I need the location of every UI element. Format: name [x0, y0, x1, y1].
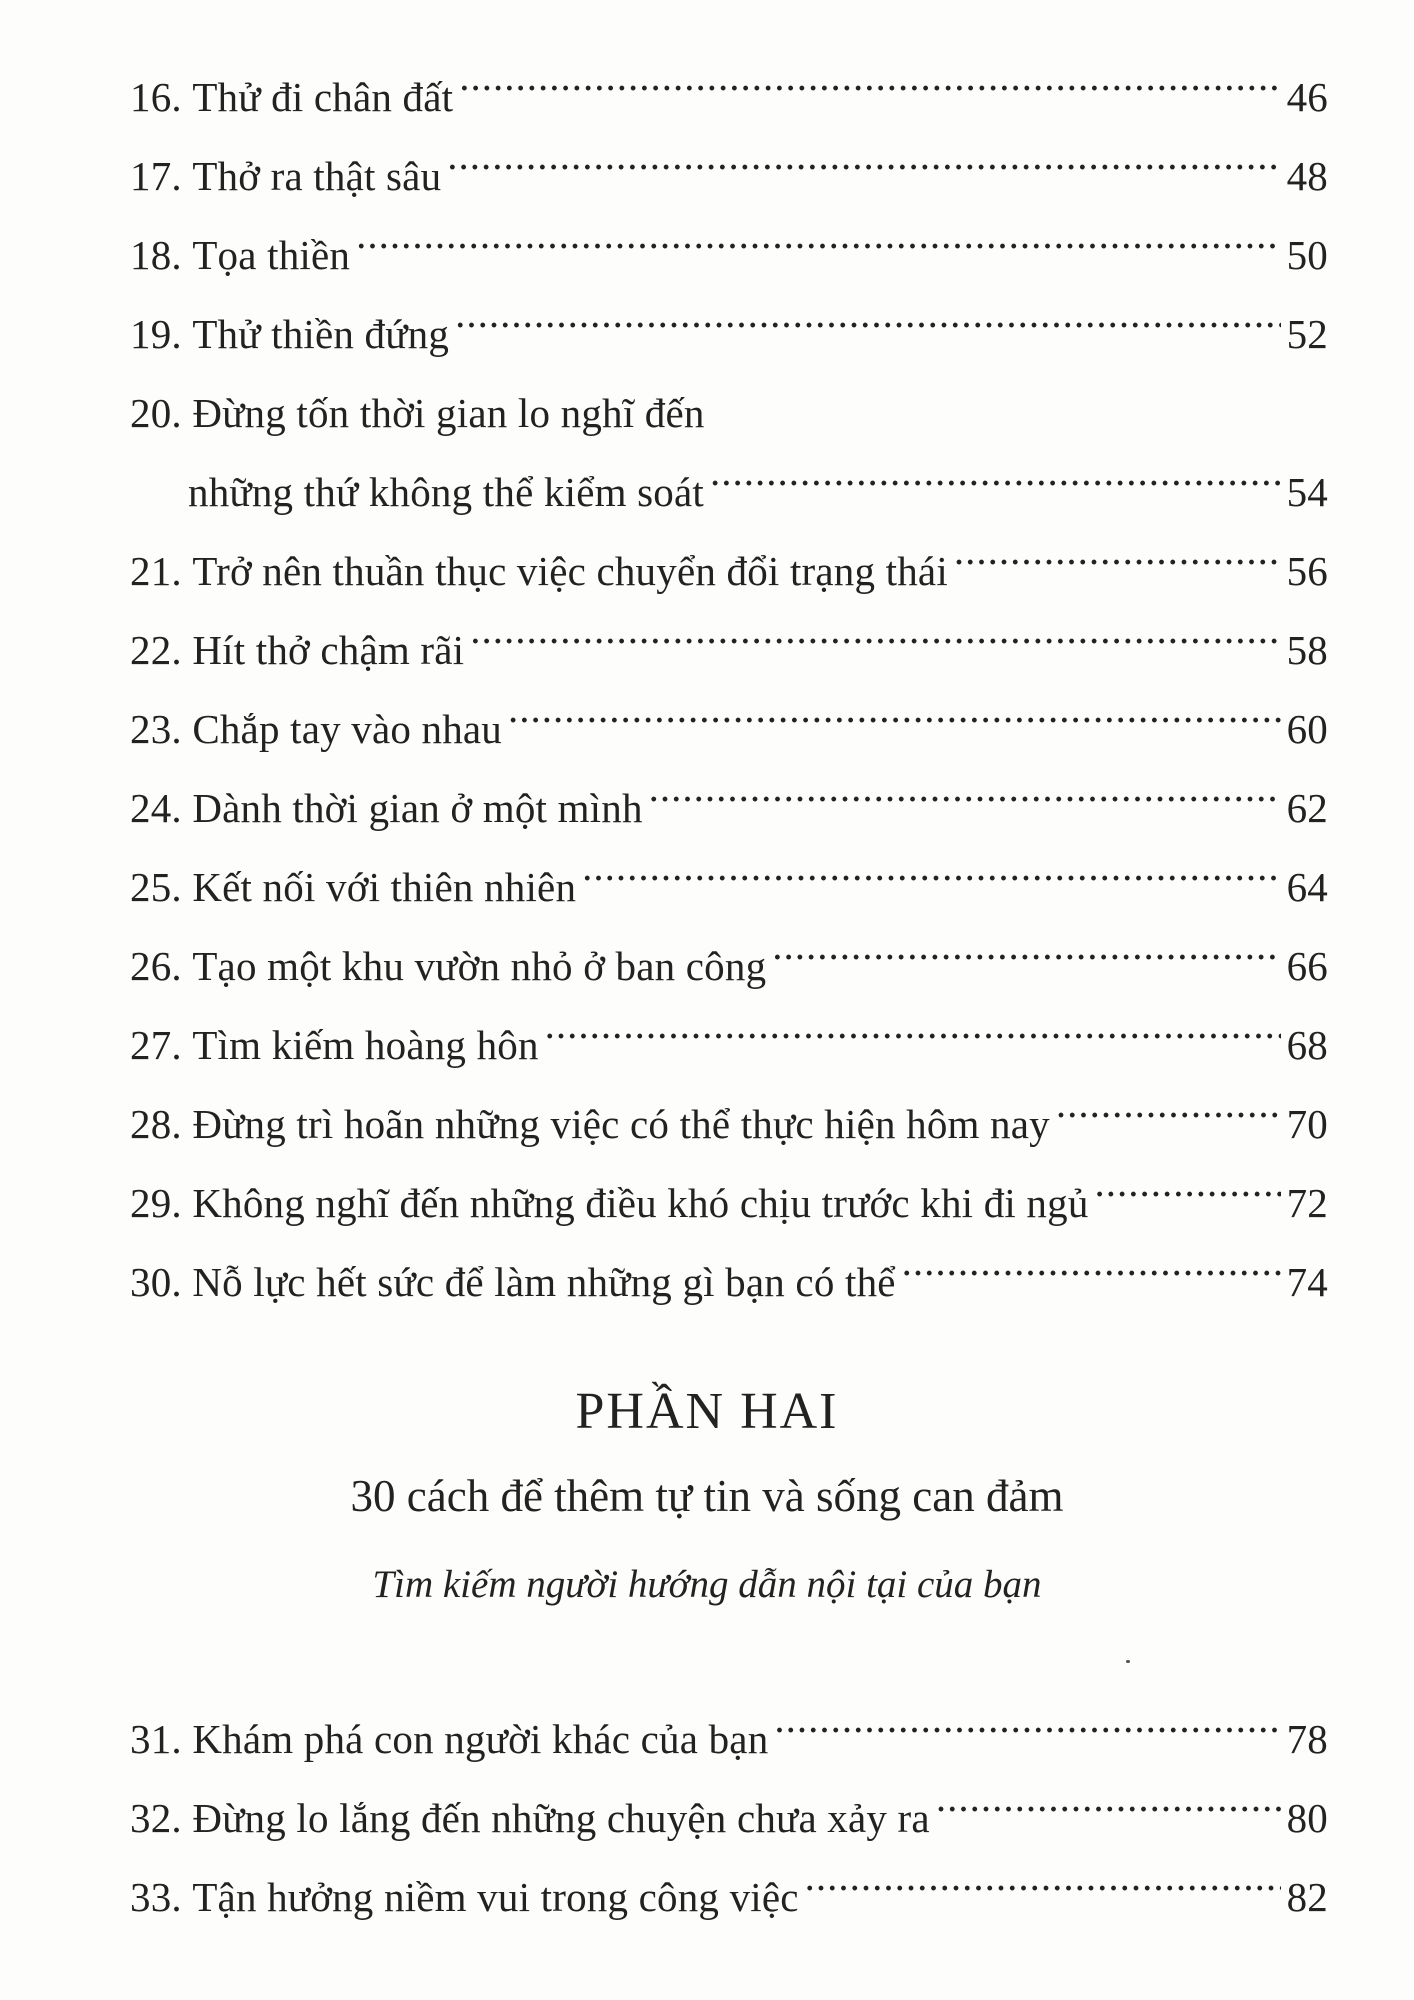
toc-entry [130, 532, 1328, 611]
toc-entry [130, 611, 1328, 690]
toc-entry-number: 21. [130, 548, 182, 594]
toc-entry-page: 64 [1286, 864, 1328, 910]
toc-entry-number: 17. [130, 153, 182, 199]
toc-entry-page: 68 [1286, 1022, 1328, 1068]
toc-entry-title: Nỗ lực hết sức để làm những gì bạn có thể [192, 1259, 896, 1305]
toc-entry-page: 50 [1286, 232, 1328, 278]
toc-entry [130, 1164, 1328, 1243]
toc-entry-number: 23. [130, 706, 182, 752]
dot-leader [447, 149, 1280, 190]
toc-entry-title: Kết nối với thiên nhiên [192, 864, 577, 910]
toc-entry-title: Thử đi chân đất [192, 74, 454, 120]
toc-entry-number: 31. [130, 1716, 182, 1762]
toc-entry-number: 26. [130, 943, 182, 989]
toc-entry-number: 19. [130, 311, 182, 357]
dot-leader [772, 939, 1280, 980]
dot-leader [356, 228, 1281, 269]
toc-entry-page: 80 [1286, 1795, 1328, 1841]
toc-entry-page: 66 [1286, 943, 1328, 989]
dot-leader [459, 70, 1280, 111]
toc-entry-number: 18. [130, 232, 182, 278]
dot-leader [1095, 1176, 1281, 1217]
toc-entry-number: 28. [130, 1101, 182, 1147]
toc-entry [130, 137, 1328, 216]
toc-entry-number: 29. [130, 1180, 182, 1226]
dot-leader [710, 465, 1281, 506]
toc-entry [130, 1085, 1328, 1164]
toc-entry-title: Dành thời gian ở một mình [192, 785, 643, 831]
toc-entry [130, 690, 1328, 769]
dot-leader [455, 307, 1281, 348]
toc-list-part-one [130, 58, 1328, 1322]
toc-entry-title: Thử thiền đứng [192, 311, 450, 357]
toc-entry-page: 52 [1286, 311, 1328, 357]
dot-leader [774, 1712, 1280, 1753]
toc-entry [130, 1858, 1328, 1937]
dot-leader [954, 544, 1281, 585]
dot-leader [805, 1870, 1281, 1911]
toc-entry-title: Tọa thiền [192, 232, 351, 278]
part-tagline: Tìm kiếm người hướng dẫn nội tại của bạn [372, 1563, 1042, 1606]
toc-entry-first-line [130, 374, 1328, 453]
dot-leader [936, 1791, 1281, 1832]
toc-entry-page: 54 [1286, 469, 1328, 515]
toc-entry-page: 74 [1286, 1259, 1328, 1305]
toc-entry-page: 46 [1286, 74, 1328, 120]
toc-entry-title: Tận hưởng niềm vui trong công việc [192, 1874, 799, 1920]
toc-entry-page: 62 [1286, 785, 1328, 831]
paper-speck [1126, 1660, 1130, 1663]
toc-entry [130, 216, 1328, 295]
toc-entry-number: 16. [130, 74, 182, 120]
toc-entry [130, 1779, 1328, 1858]
toc-entry-page: 60 [1286, 706, 1328, 752]
toc-entry [130, 1700, 1328, 1779]
part-subtitle: 30 cách để thêm tự tin và sống can đảm [350, 1471, 1064, 1521]
toc-entry-page: 70 [1286, 1101, 1328, 1147]
toc-entry-number: 22. [130, 627, 182, 673]
dot-leader [582, 860, 1280, 901]
toc-entry [130, 848, 1328, 927]
toc-entry-page: 78 [1286, 1716, 1328, 1762]
toc-entry-number: 20. [130, 390, 182, 436]
toc-list-part-two [130, 1700, 1328, 1937]
toc-entry-page: 82 [1286, 1874, 1328, 1920]
toc-entry-continuation [130, 453, 1328, 532]
dot-leader [649, 781, 1281, 822]
part-title: PHẦN HAI [575, 1383, 839, 1440]
toc-entry-page: 56 [1286, 548, 1328, 594]
toc-entry-title-line2: những thứ không thể kiểm soát [188, 469, 704, 515]
toc-entry-number: 24. [130, 785, 182, 831]
toc-entry-number: 33. [130, 1874, 182, 1920]
toc-entry-title: Không nghĩ đến những điều khó chịu trước khi đi ngủ [192, 1180, 1089, 1226]
toc-entry-title: Thở ra thật sâu [192, 153, 442, 199]
toc-entry-title: Chắp tay vào nhau [192, 706, 502, 752]
dot-leader [545, 1018, 1281, 1059]
dot-leader [470, 623, 1280, 664]
toc-entry-title: Đừng lo lắng đến những chuyện chưa xảy ra [192, 1795, 930, 1841]
toc-entry [130, 295, 1328, 374]
toc-entry-page: 48 [1286, 153, 1328, 199]
toc-entry-title: Hít thở chậm rãi [192, 627, 465, 673]
toc-entry-number: 25. [130, 864, 182, 910]
dot-leader [902, 1255, 1281, 1296]
toc-entry-page: 72 [1286, 1180, 1328, 1226]
toc-entry-number: 27. [130, 1022, 182, 1068]
toc-entry-page: 58 [1286, 627, 1328, 673]
toc-entry-title: Tạo một khu vườn nhỏ ở ban công [192, 943, 767, 989]
toc-entry-title: Khám phá con người khác của bạn [192, 1716, 769, 1762]
toc-entry-number: 30. [130, 1259, 182, 1305]
toc-entry [130, 58, 1328, 137]
toc-entry-title: Trở nên thuần thục việc chuyển đổi trạng thái [192, 548, 948, 594]
toc-entry [130, 769, 1328, 848]
toc-entry-title-line1: Đừng tốn thời gian lo nghĩ đến [192, 390, 705, 436]
dot-leader [508, 702, 1281, 743]
toc-entry [130, 1243, 1328, 1322]
toc-entry-title: Đừng trì hoãn những việc có thể thực hiện hôm nay [192, 1101, 1050, 1147]
toc-entry-title: Tìm kiếm hoàng hôn [192, 1022, 539, 1068]
toc-entry-number: 32. [130, 1795, 182, 1841]
toc-entry [130, 927, 1328, 1006]
dot-leader [1056, 1097, 1281, 1138]
toc-entry [130, 1006, 1328, 1085]
